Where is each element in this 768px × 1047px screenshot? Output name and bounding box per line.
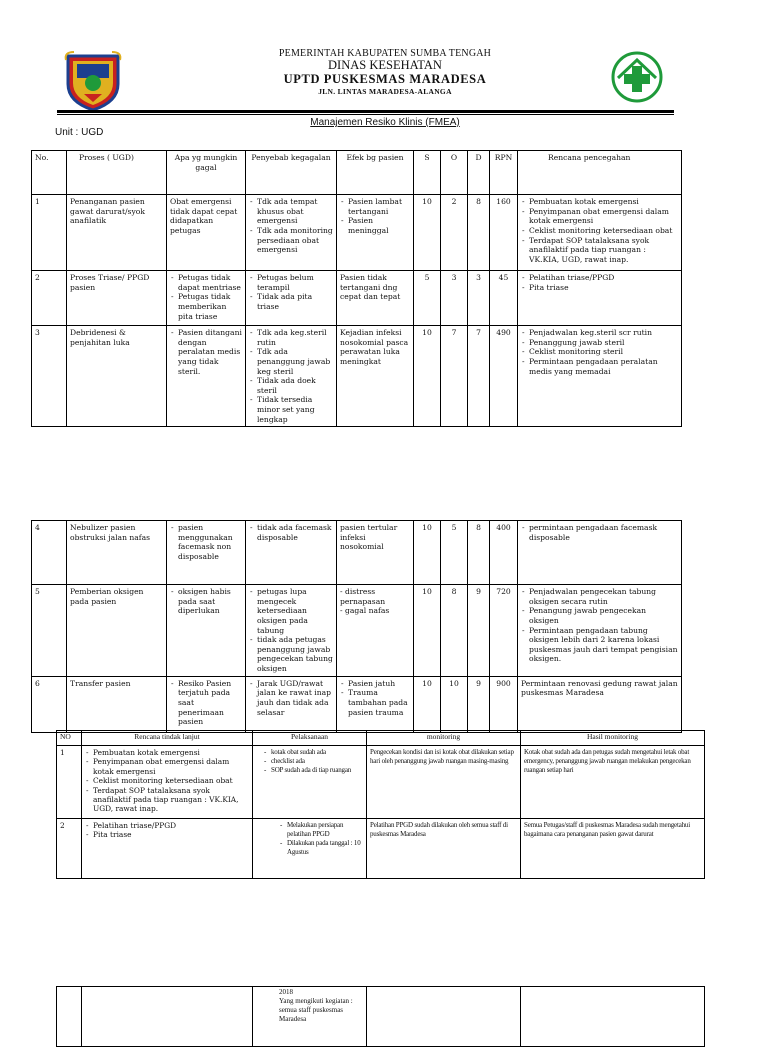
cell-pelaksanaan [253,987,367,1047]
col-header-rencana: Rencana pencegahan [518,151,682,195]
cell-d: 8 [468,521,490,585]
col-header-rencana-tindak-lanjut: Rencana tindak lanjut [82,731,253,746]
followup-table-continued [56,986,705,1047]
cell-rencana [518,271,682,326]
cell-d: 9 [468,585,490,677]
cell-rencana: Permintaan renovasi gedung rawat jalan puskesmas Maradesa [518,676,682,732]
cell-d: 8 [468,195,490,271]
pelaksanaan-line: 2018 [279,988,293,996]
cell-apa: Obat emergensi tidak dapat cepat didapatkan petugas [167,195,246,271]
col-header-penyebab: Penyebab kegagalan [246,151,337,195]
cell-monitoring [367,987,521,1047]
list-item: - Trauma tambahan pada pasien trauma [340,688,410,717]
list-item: - Penyimpanan obat emergensi dalam kotak emergensi [85,757,249,776]
cell-no: 6 [32,676,67,732]
list-item: - Pasien meninggal [340,216,410,235]
list-item: - Petugas tidak dapat mentriase [170,273,242,292]
table-row [32,521,682,585]
table-row [32,195,682,271]
list-item: - Penjadwalan pengecekan tabung oksigen secara rutin [521,587,678,606]
cell-pelaksanaan [253,746,367,819]
list-item: - Jarak UGD/rawat jalan ke rawat inap jauh dan tidak ada selasar [249,679,333,718]
cell-no [57,987,82,1047]
col-header-apa-yg: Apa yg mungkin gagal [167,151,246,195]
list-item: - tidak ada petugas penanggung jawab pengecekan tabung oksigen [249,635,333,674]
table-row [57,746,705,819]
cell-penyebab [246,326,337,427]
list-item: - Penangung jawab pengecekan oksigen [521,606,678,625]
header-line-address: JLN. LINTAS MARADESA-ALANGA [318,87,452,96]
list-item: - oksigen habis pada saat diperlukan [170,587,242,616]
col-header-proses: Proses ( UGD) [67,151,167,195]
col-header-monitoring: monitoring [367,731,521,746]
cell-efek [337,585,414,677]
regency-crest-logo [64,50,122,112]
fmea-table-continued [31,520,682,733]
cell-no: 1 [32,195,67,271]
cell-no: 4 [32,521,67,585]
list-item: - Pita triase [521,283,678,293]
cell-proses: Pemberian oksigen pada pasien [67,585,167,677]
table-row [32,585,682,677]
cell-rpn: 45 [490,271,518,326]
cell-rpn: 720 [490,585,518,677]
cell-proses: Proses Triase/ PPGD pasien [67,271,167,326]
list-item: - Penjadwalan keg.steril scr rutin [521,328,678,338]
fmea-header-row [32,151,682,195]
unit-label: Unit : UGD [55,127,104,138]
cell-o: 2 [441,195,468,271]
cell-apa [167,326,246,427]
cell-rencana [82,987,253,1047]
puskesmas-logo [610,50,664,104]
cell-monitoring: Pelatihan PPGD sudah dilakukan oleh semua staff di puskesmas Maradesa [367,819,521,879]
table-row [32,326,682,427]
cell-no: 1 [57,746,82,819]
list-item: - Ceklist monitoring steril [521,347,678,357]
header-line-puskesmas: UPTD PUSKESMAS MARADESA [283,72,487,86]
cell-apa [167,585,246,677]
col-header-s: S [414,151,441,195]
cell-s: 10 [414,585,441,677]
cell-s: 5 [414,271,441,326]
table-row [32,676,682,732]
cell-s: 10 [414,195,441,271]
cell-efek: Pasien tidak tertangani dng cepat dan tepat [337,271,414,326]
cell-hasil: Kotak obat sudah ada dan petugas sudah mengetahui letak obat emergency, penanggung jawab ruangan melakukan pengecekan ruangan setiap hari [521,746,705,819]
list-item: - Dilakukan pada tanggal : 10 Agustus [279,839,363,857]
followup-table [56,730,705,879]
cell-s: 10 [414,326,441,427]
cell-no: 3 [32,326,67,427]
cell-hasil: Semua Petugas/staff di puskesmas Maradesa sudah mengetahui bagaimana cara penanganan pasien gawat darurat [521,819,705,879]
table-row [57,819,705,879]
list-item: - Tdk ada tempat khusus obat emergensi [249,197,333,226]
cell-rencana [518,521,682,585]
fmea-table [31,150,682,427]
cell-pelaksanaan [253,819,367,879]
cell-apa [167,271,246,326]
list-item: - Pasien ditangani dengan peralatan medis yang tidak steril. [170,328,242,376]
cell-penyebab [246,585,337,677]
cell-d: 3 [468,271,490,326]
cell-rencana [82,746,253,819]
list-item: - permintaan pengadaan facemask disposable [521,523,678,542]
header-rule-thick [57,110,674,113]
cell-penyebab [246,195,337,271]
table-row [32,271,682,326]
list-item: - Petugas belum terampil [249,273,333,292]
cell-proses: Transfer pasien [67,676,167,732]
list-item: - Terdapat SOP tatalaksana syok anafilaktif pada tiap ruangan : VK.KIA, UGD, rawat inap. [521,236,678,265]
cell-penyebab [246,271,337,326]
list-item: - Tdk ada keg.steril rutin [249,328,333,347]
cell-o: 7 [441,326,468,427]
list-item: - Ceklist monitoring ketersediaan obat [85,776,249,785]
list-item: - Pelatihan triase/PPGD [85,821,249,830]
cell-no: 2 [57,819,82,879]
cell-proses: Penanganan pasien gawat darurat/syok anafilatik [67,195,167,271]
list-item: - Tidak ada pita triase [249,292,333,311]
cell-d: 7 [468,326,490,427]
cell-d: 9 [468,676,490,732]
col-header-hasil-monitoring: Hasil monitoring [521,731,705,746]
cell-s: 10 [414,521,441,585]
list-item: - tidak ada facemask disposable [249,523,333,542]
header-line-government: PEMERINTAH KABUPATEN SUMBA TENGAH [278,48,492,59]
header-line-department: DINAS KESEHATAN [328,58,442,72]
list-item: - Pelatihan triase/PPGD [521,273,678,283]
list-item: - Pita triase [85,830,249,839]
cell-hasil [521,987,705,1047]
cell-proses: Debridenesi & penjahitan luka [67,326,167,427]
list-item: - Pembuatan kotak emergensi [521,197,678,207]
cell-efek [337,676,414,732]
list-item: - Tidak ada doek steril [249,376,333,395]
letterhead [0,0,768,130]
list-item: - Permintaan pengadaan peralatan medis yang memadai [521,357,678,376]
col-header-no: No. [32,151,67,195]
cell-o: 3 [441,271,468,326]
list-item: - Petugas tidak memberikan pita triase [170,292,242,321]
header-rule-thin [57,114,674,115]
list-item: - Tdk ada penanggung jawab keg steril [249,347,333,376]
cell-no: 5 [32,585,67,677]
col-header-o: O [441,151,468,195]
followup-header-row [57,731,705,746]
list-item: - kotak obat sudah ada [263,748,363,757]
efek-line: - gagal nafas [340,606,390,616]
cell-apa [167,521,246,585]
list-item: - Pembuatan kotak emergensi [85,748,249,757]
list-item: - Melakukan persiapan pelatihan PPGD [279,821,363,839]
list-item: - Tidak tersedia minor set yang lengkap [249,395,333,424]
cell-rpn: 160 [490,195,518,271]
list-item: - Pasien jatuh [340,679,410,689]
cell-o: 8 [441,585,468,677]
list-item: - Penanggung jawab steril [521,338,678,348]
list-item: - Permintaan pengadaan tabung oksigen lebih dari 2 karena lokasi puskesmas jauh dari tempat pengisian oksigen. [521,626,678,665]
pelaksanaan-line: Yang mengikuti kegiatan : semua staff puskesmas Maradesa [279,997,353,1024]
list-item: - Tdk ada monitoring persediaan obat emergensi [249,226,333,255]
list-item: - Penyimpanan obat emergensi dalam kotak emergensi [521,207,678,226]
cell-penyebab [246,521,337,585]
col-header-efek: Efek bg pasien [337,151,414,195]
cell-efek [337,195,414,271]
table-row [57,987,705,1047]
cell-rencana [518,326,682,427]
cell-o: 10 [441,676,468,732]
cell-penyebab [246,676,337,732]
list-item: - Terdapat SOP tatalaksana syok anafilaktif pada tiap ruangan : VK.KIA, UGD, rawat inap. [85,786,249,814]
cell-o: 5 [441,521,468,585]
col-header-rpn: RPN [490,151,518,195]
efek-line: - distress pernapasan [340,587,386,606]
list-item: - pasien menggunakan facemask non disposable [170,523,242,562]
document-title: Manajemen Resiko Klinis (FMEA) [310,117,460,128]
list-item: - Ceklist monitoring ketersediaan obat [521,226,678,236]
cell-rpn: 400 [490,521,518,585]
list-item: - Resiko Pasien terjatuh pada saat penerimaan pasien [170,679,242,727]
cell-efek: Kejadian infeksi nosokomial pasca perawatan luka meningkat [337,326,414,427]
list-item: - SOP sudah ada di tiap ruangan [263,766,363,775]
list-item: - Pasien lambat tertangani [340,197,410,216]
cell-rpn: 490 [490,326,518,427]
col-header-no: NO [57,731,82,746]
cell-proses: Nebulizer pasien obstruksi jalan nafas [67,521,167,585]
cell-s: 10 [414,676,441,732]
cell-efek: pasien tertular infeksi nosokomial [337,521,414,585]
cell-rpn: 900 [490,676,518,732]
cell-apa [167,676,246,732]
list-item: - checklist ada [263,757,363,766]
cell-rencana [518,585,682,677]
cell-rencana [82,819,253,879]
list-item: - petugas lupa mengecek ketersediaan oksigen pada tabung [249,587,333,635]
cell-no: 2 [32,271,67,326]
col-header-pelaksanaan: Pelaksanaan [253,731,367,746]
cell-rencana [518,195,682,271]
col-header-d: D [468,151,490,195]
cell-monitoring: Pengecekan kondisi dan isi kotak obat dilakukan setiap hari oleh penanggung jawab ruangan masing-masing [367,746,521,819]
